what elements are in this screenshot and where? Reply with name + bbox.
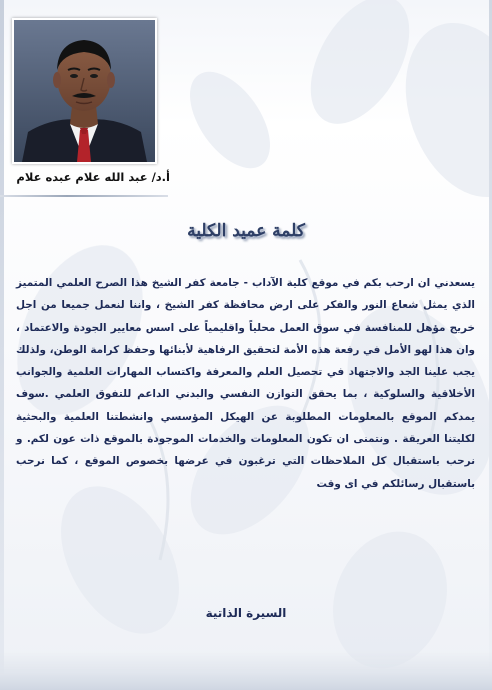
page-title: كلمة عميد الكلية [187, 221, 305, 241]
dean-name-caption: أ.د/ عبد الله علام عبده علام [16, 170, 170, 184]
bottom-gradient-band [0, 652, 492, 690]
caption-divider [0, 195, 168, 197]
dean-portrait-photo [14, 20, 155, 162]
left-border-strip [0, 0, 4, 690]
dean-photo-frame [12, 18, 157, 164]
portrait-icon [14, 20, 155, 162]
dean-message-paragraph: يسعدني ان ارحب بكم في موقع كلية الآداب - جامعة كفر الشيخ هذا الصرح العلمي المتميز الذي يمثل شعاع النور والفكر على ارض محافظة كفر الشيخ ، واننا لنعمل جميعا من اجل خريج مؤهل للمنافسة في سوق العمل محلياً واقليمياً على اسس معايير الجودة والاعتماد ، وان هذا لهو الأمل في رفعة هذه الأمة لتحقيق الرفاهية لأبنائها وحفظ كرامة الوطن، ولذلك يجب علينا الجد والاجتهاد في تحصيل العلم والمعرفة واكتساب المهارات العلمية والجوانب الأخلاقية والسلوكية ، بما يحقق التوازن النفسي والبدني الداعم للتفوق العلمي .سوف يمدكم الموقع بالمعلومات المطلوبة عن الهيكل المؤسسي وانشطتنا العلمية والبحثية لكليتنا العريقة . ونتمنى ان تكون المعلومات والخدمات الموجودة بالموقع ذات عون لكم. و نرحب باستقبال كل الملاحظات التي ترغبون في عرضها بخصوص الموقع ، كما نرحب باستقبال رسائلكم في اى وقت [16, 277, 475, 490]
cv-link[interactable]: السيرة الذاتية [205, 606, 287, 620]
